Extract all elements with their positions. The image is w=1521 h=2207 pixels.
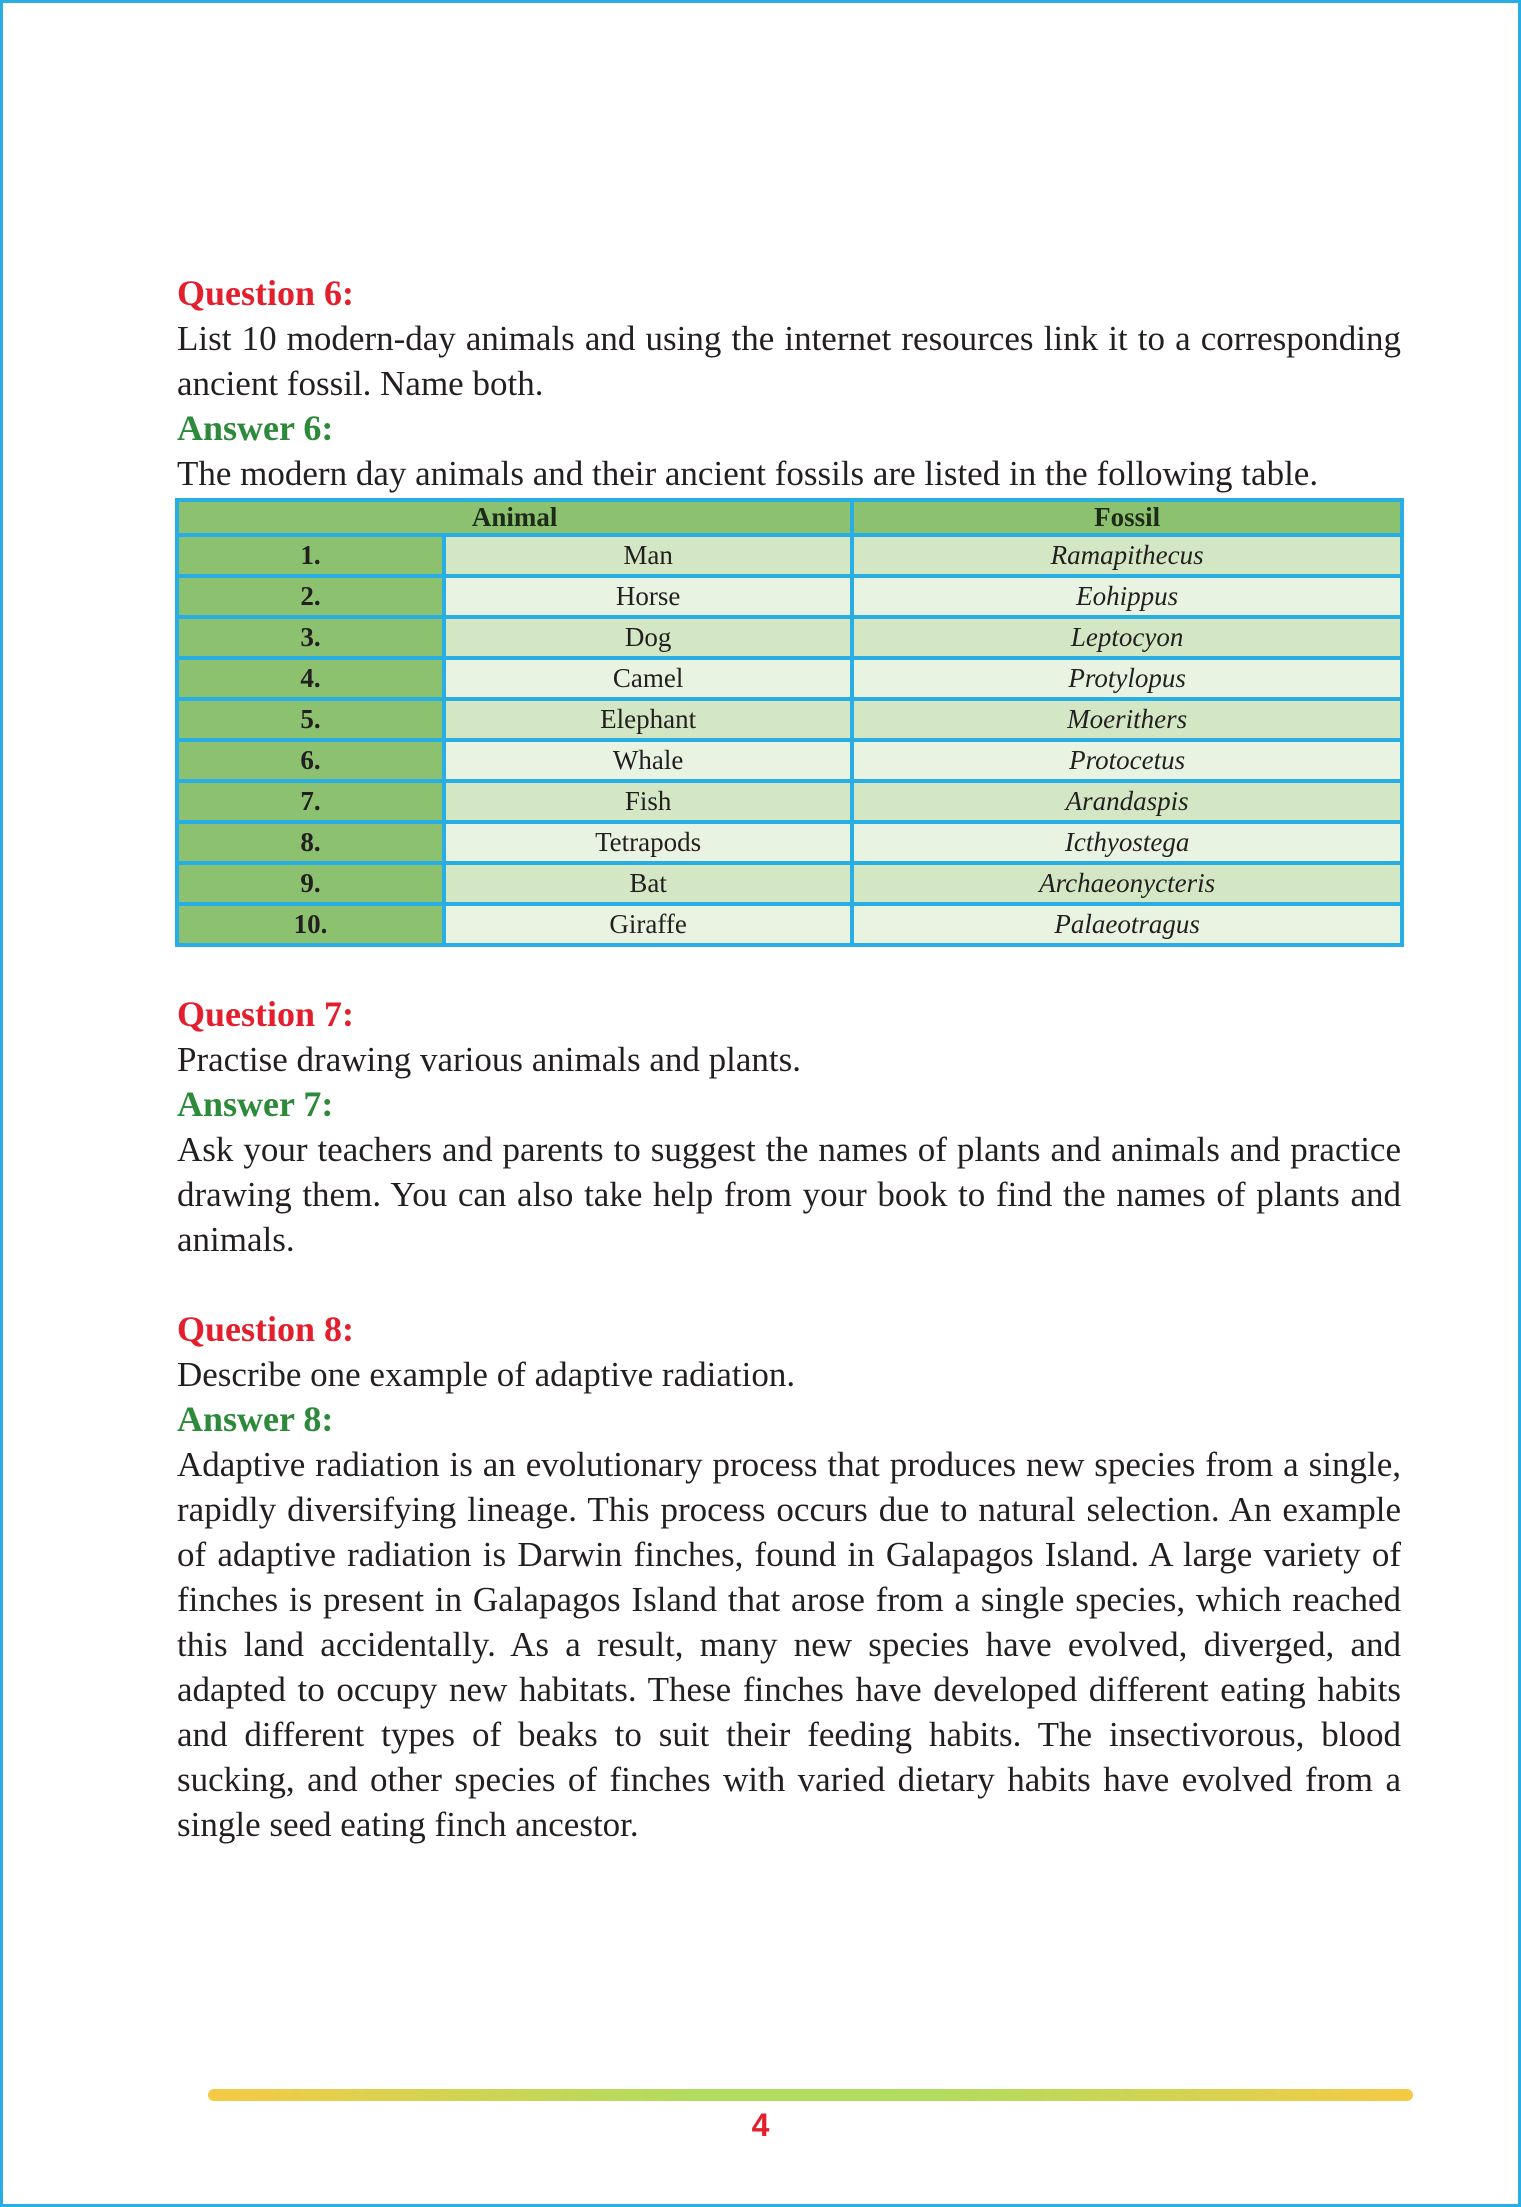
- fossil-cell: Moerithers: [854, 701, 1400, 738]
- table-row: [179, 865, 1400, 902]
- question-7-text: Practise drawing various animals and plants.: [177, 1040, 802, 1079]
- fossil-table: [175, 498, 1404, 947]
- row-number: 1.: [179, 537, 442, 574]
- row-number: 3.: [179, 619, 442, 656]
- animal-cell: Horse: [446, 578, 850, 615]
- answer-8-text: Adaptive radiation is an evolutionary process that produces new species from a single, rapidly diversifying lineage. This process occurs due to natural selection. An example of adaptive radiation is Darwin finches, found in Galapagos Island. A large variety of finches is present in Galapagos Island that arose from a single species, which reached this land accidentally. As a result, many new species have evolved, diverged, and adapted to occupy new habitats. These finches have developed different eating habits and different types of beaks to suit their feeding habits. The insectivorous, blood sucking, and other species of finches with varied dietary habits have evolved from a single seed eating finch ancestor.: [177, 1445, 1401, 1844]
- fossil-cell: Eohippus: [854, 578, 1400, 615]
- answer-7-text: Ask your teachers and parents to suggest the names of plants and animals and practice drawing them. You can also take help from your book to find the names of plants and animals.: [177, 1130, 1401, 1259]
- fossil-cell: Icthyostega: [854, 824, 1400, 861]
- row-number: 7.: [179, 783, 442, 820]
- table-header-row: [179, 502, 1400, 533]
- footer-divider: [208, 2089, 1413, 2101]
- fossil-cell: Palaeotragus: [854, 906, 1400, 943]
- row-number: 5.: [179, 701, 442, 738]
- fossil-cell: Leptocyon: [854, 619, 1400, 656]
- answer-6-title: Answer 6:: [177, 408, 334, 448]
- animal-cell: Tetrapods: [446, 824, 850, 861]
- row-number: 10.: [179, 906, 442, 943]
- row-number: 6.: [179, 742, 442, 779]
- table-row: [179, 824, 1400, 861]
- answer-8-title: Answer 8:: [177, 1399, 334, 1439]
- question-8-title: Question 8:: [177, 1309, 355, 1349]
- spacer: [177, 1262, 1401, 1307]
- row-number: 8.: [179, 824, 442, 861]
- table-row: [179, 619, 1400, 656]
- header-fossil: Fossil: [854, 502, 1400, 533]
- animal-cell: Giraffe: [446, 906, 850, 943]
- question-6-text: List 10 modern-day animals and using the internet resources link it to a corresponding ancient fossil. Name both.: [177, 319, 1401, 403]
- table-row: [179, 660, 1400, 697]
- animal-cell: Camel: [446, 660, 850, 697]
- fossil-cell: Ramapithecus: [854, 537, 1400, 574]
- row-number: 9.: [179, 865, 442, 902]
- row-number: 4.: [179, 660, 442, 697]
- question-6-title: Question 6:: [177, 273, 355, 313]
- animal-cell: Dog: [446, 619, 850, 656]
- fossil-cell: Arandaspis: [854, 783, 1400, 820]
- fossil-cell: Archaeonycteris: [854, 865, 1400, 902]
- table-row: [179, 578, 1400, 615]
- table-row: [179, 742, 1400, 779]
- answer-6-text: The modern day animals and their ancient fossils are listed in the following table.: [177, 454, 1319, 493]
- fossil-cell: Protylopus: [854, 660, 1400, 697]
- animal-cell: Bat: [446, 865, 850, 902]
- table-row: [179, 906, 1400, 943]
- fossil-cell: Protocetus: [854, 742, 1400, 779]
- animal-cell: Fish: [446, 783, 850, 820]
- animal-cell: Man: [446, 537, 850, 574]
- animal-cell: Elephant: [446, 701, 850, 738]
- page-number: 4: [751, 2107, 770, 2143]
- animal-cell: Whale: [446, 742, 850, 779]
- header-animal: Animal: [179, 502, 850, 533]
- spacer: [177, 947, 1401, 992]
- table-row: [179, 537, 1400, 574]
- question-7-title: Question 7:: [177, 994, 355, 1034]
- row-number: 2.: [179, 578, 442, 615]
- table-row: [179, 701, 1400, 738]
- content: [177, 271, 1401, 1847]
- table-row: [179, 783, 1400, 820]
- question-8-text: Describe one example of adaptive radiation.: [177, 1355, 796, 1394]
- answer-7-title: Answer 7:: [177, 1084, 334, 1124]
